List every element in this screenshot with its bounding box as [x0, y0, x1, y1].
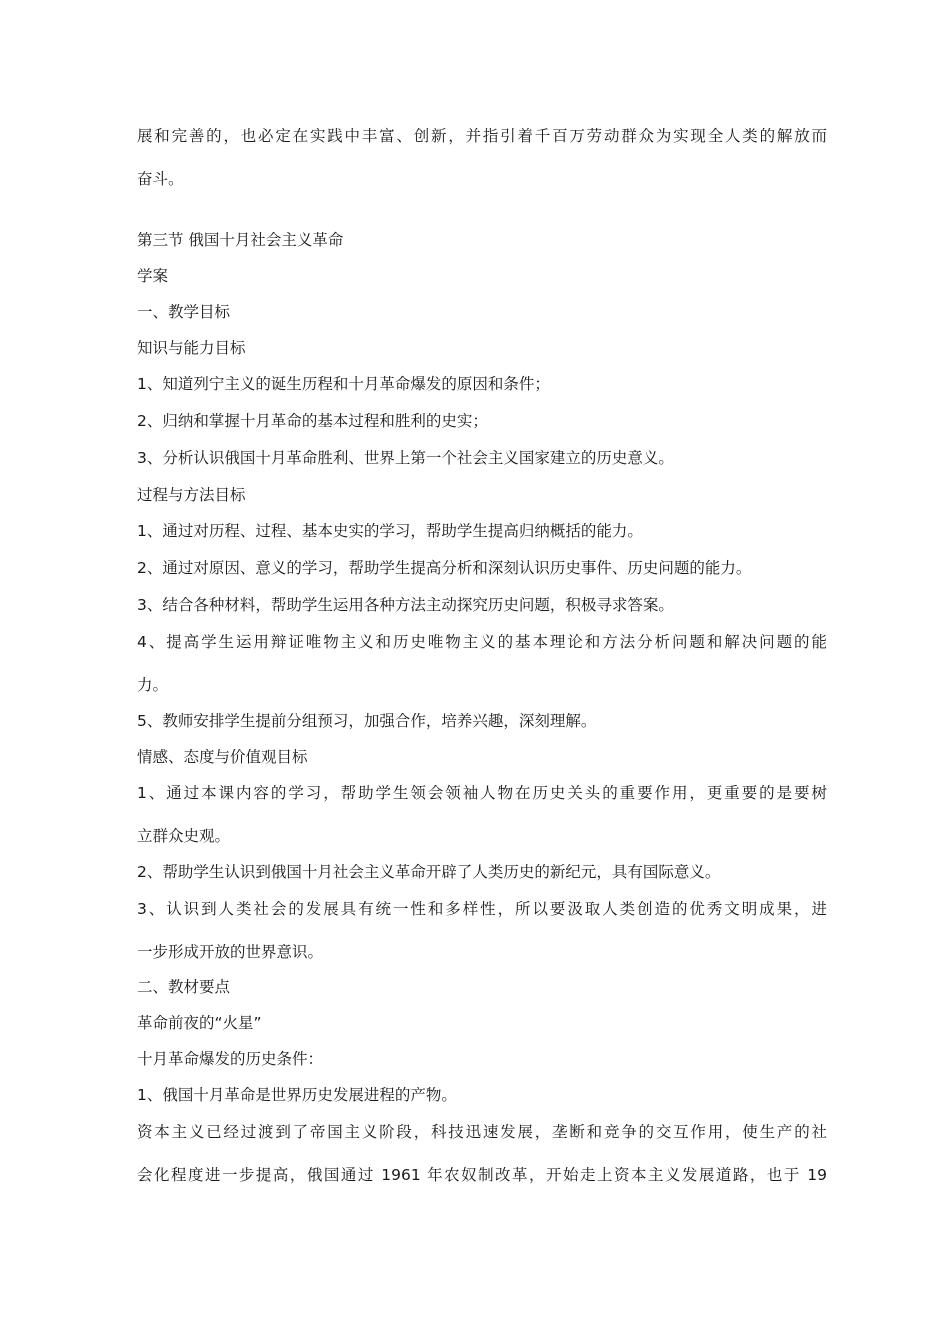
emotion-goal-item-continuation: 立群众史观。 [137, 827, 231, 845]
conditions-heading: 十月革命爆发的历史条件： [137, 1050, 324, 1068]
process-goal-item: 3、结合各种材料，帮助学生运用各种方法主动探究历史问题，积极寻求答案。 [137, 596, 674, 614]
part2-heading: 二、教材要点 [137, 978, 231, 996]
process-goal-item-continuation: 力。 [137, 676, 169, 694]
process-goal-item: 2、通过对原因、意义的学习，帮助学生提高分析和深刻认识历史事件、历史问题的能力。 [137, 559, 752, 577]
process-goal-item: 4、提高学生运用辩证唯物主义和历史唯物主义的基本理论和方法分析问题和解决问题的能 [137, 633, 827, 651]
section-title: 第三节 俄国十月社会主义革命 [137, 231, 344, 249]
emotion-goal-item: 2、帮助学生认识到俄国十月社会主义革命开辟了人类历史的新纪元，具有国际意义。 [137, 863, 721, 881]
process-goal-item: 5、教师安排学生提前分组预习，加强合作，培养兴趣，深刻理解。 [137, 712, 597, 730]
continuation-line-2: 奋斗。 [137, 170, 184, 188]
process-goals-heading: 过程与方法目标 [137, 486, 246, 504]
condition-item: 1、俄国十月革命是世界历史发展进程的产物。 [137, 1086, 457, 1104]
subtitle: 学案 [137, 267, 169, 285]
emotion-goals-heading: 情感、态度与价值观目标 [137, 748, 308, 766]
continuation-line-1: 展和完善的，也必定在实践中丰富、创新，并指引着千百万劳动群众为实现全人类的解放而 [137, 127, 827, 145]
process-goal-item: 1、通过对历程、过程、基本史实的学习，帮助学生提高归纳概括的能力。 [137, 522, 643, 540]
paragraph-line-2: 会化程度进一步提高，俄国通过 1961 年农奴制改革，开始走上资本主义发展道路，也于 19 [137, 1166, 827, 1184]
knowledge-goal-item: 2、归纳和掌握十月革命的基本过程和胜利的史实； [137, 412, 488, 430]
emotion-goal-item: 3、认识到人类社会的发展具有统一性和多样性，所以要汲取人类创造的优秀文明成果，进 [137, 900, 827, 918]
emotion-goal-item: 1、通过本课内容的学习，帮助学生领会领袖人物在历史关头的重要作用，更重要的是要树 [137, 784, 827, 802]
knowledge-goals-heading: 知识与能力目标 [137, 339, 246, 357]
paragraph-line-1: 资本主义已经过渡到了帝国主义阶段，科技迅速发展，垄断和竞争的交互作用，使生产的社 [137, 1123, 827, 1141]
part1-heading: 一、教学目标 [137, 303, 231, 321]
emotion-goal-item-continuation: 一步形成开放的世界意识。 [137, 943, 324, 961]
knowledge-goal-item: 3、分析认识俄国十月革命胜利、世界上第一个社会主义国家建立的历史意义。 [137, 449, 674, 467]
knowledge-goal-item: 1、知道列宁主义的诞生历程和十月革命爆发的原因和条件； [137, 375, 550, 393]
topic-heading: 革命前夜的“火星” [137, 1014, 262, 1032]
